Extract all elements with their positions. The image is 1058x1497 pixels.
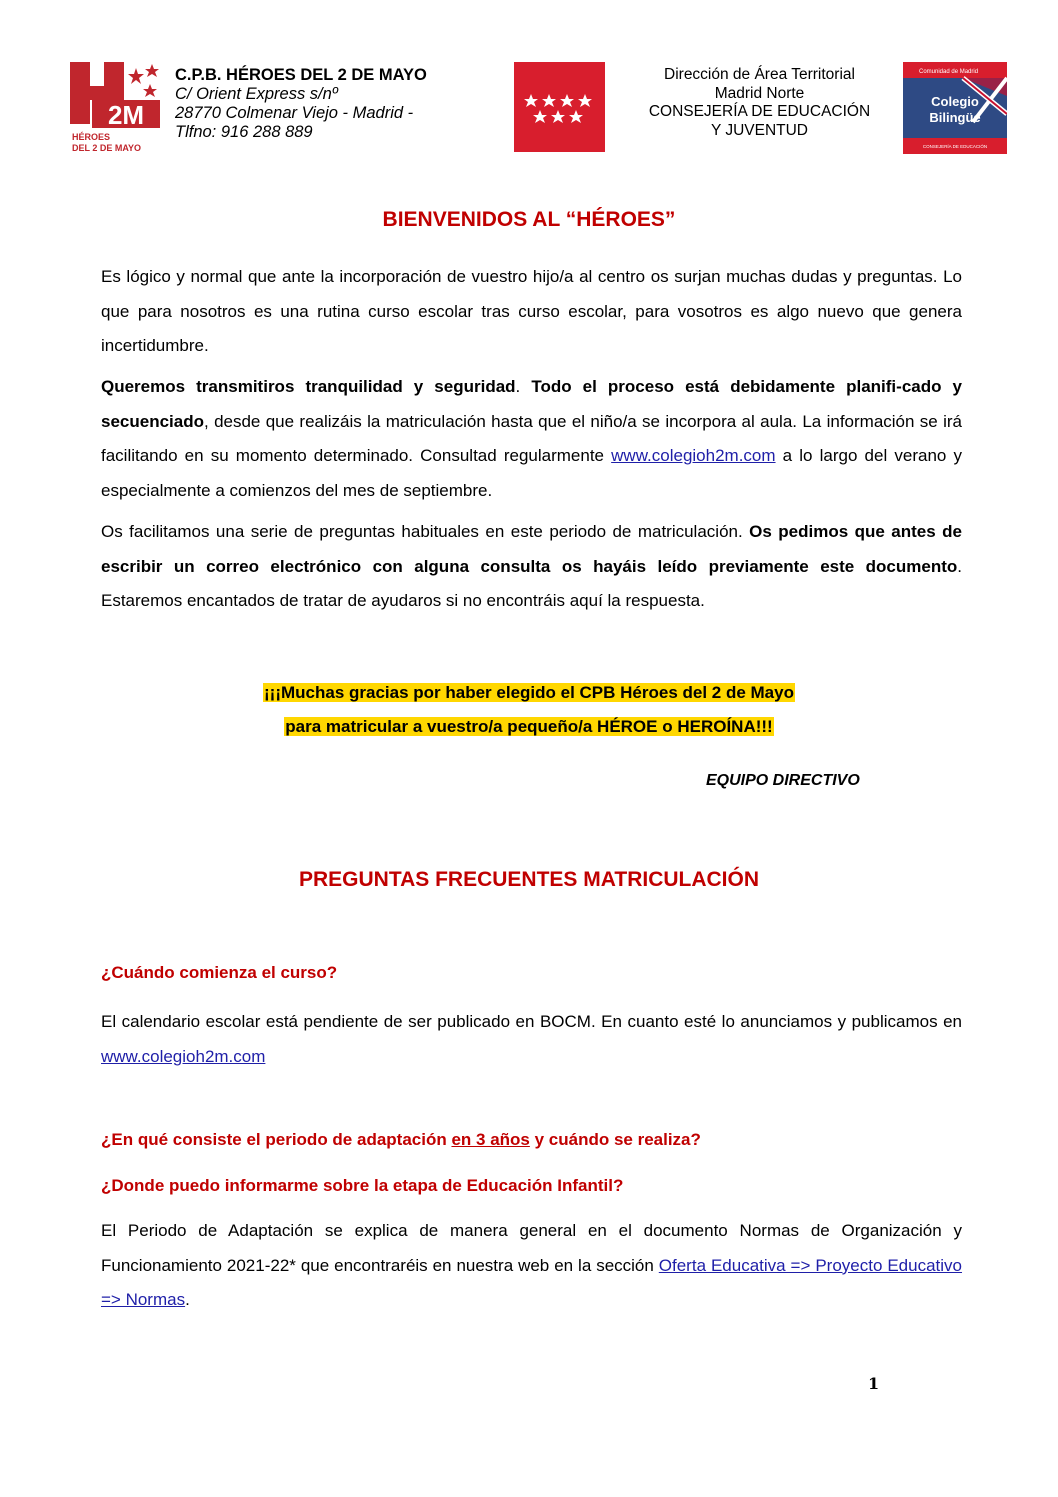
faq-answer-1 [101, 1005, 962, 1074]
page-number: 1 [868, 1374, 880, 1393]
bilingue-top-text: Comunidad de Madrid [919, 69, 979, 75]
dat-line-2: Madrid Norte [714, 84, 805, 102]
dat-line-3: CONSEJERÍA DE EDUCACIÓN [648, 103, 871, 120]
p2-text-2: , desde que realizáis la matriculación hasta que el niño/a se incorpora al aula. La información se irá facilitando en su momento determinado. Consultad regularmente [101, 411, 962, 466]
welcome-paragraph-3 [101, 515, 962, 619]
logo-caption-2: DEL 2 DE MAYO [72, 143, 142, 153]
address-line-2: 28770 Colmenar Viejo - Madrid - [175, 104, 414, 122]
logo-caption-1: HÉROES [72, 132, 111, 142]
q2-part-1: ¿En qué consiste el periodo de adaptación [101, 1130, 452, 1149]
q2-part-2: en 3 años [451, 1130, 530, 1149]
p2-bold-2: Todo el proceso está debidamente planifi-cado y secuenciado [101, 377, 963, 431]
thanks-line-1: ¡¡¡Muchas gracias por haber elegido el CPB Héroes del 2 de Mayo [264, 683, 794, 702]
p2-bold-1: Queremos transmitiros tranquilidad y seguridad [101, 377, 516, 396]
dat-line-1: Dirección de Área Territorial [664, 66, 855, 83]
svg-text:2M: 2M [107, 100, 145, 130]
p2-text-1: . [515, 377, 532, 396]
school-name: C.P.B. HÉROES DEL 2 DE MAYO [175, 66, 427, 84]
phone: Tlfno: 916 288 889 [175, 123, 313, 141]
faq-question-3: ¿Donde puedo informarme sobre la etapa de Educación Infantil? [101, 1176, 624, 1195]
signature: EQUIPO DIRECTIVO [706, 772, 860, 789]
bilingue-bottom-text: CONSEJERÍA DE EDUCACIÓN [922, 144, 988, 149]
website-link[interactable]: www.colegioh2m.com [611, 446, 776, 466]
thanks-line-2: para matricular a vuestro/a pequeño/a HÉROE o HEROÍNA!!! [285, 717, 773, 736]
dat-line-4: Y JUVENTUD [710, 121, 809, 139]
faq-answer-3 [101, 1214, 962, 1318]
a1-text: El calendario escolar está pendiente de ser publicado en BOCM. En cuanto esté lo anunciamos y publicamos en [101, 1012, 962, 1031]
address-line-1: C/ Orient Express s/nº [175, 85, 338, 103]
welcome-paragraph-1: Es lógico y normal que ante la incorporación de vuestro hijo/a al centro os surjan muchas dudas y preguntas. Lo que para nosotros es una rutina curso escolar tras curso escolar, para vosotros es algo nuevo que genera incertidumbre. [101, 267, 962, 356]
faq-title: PREGUNTAS FRECUENTES MATRICULACIÓN [298, 868, 760, 891]
h2m-logo-icon [70, 62, 170, 154]
normas-link[interactable]: Oferta Educativa => Proyecto Educativo => Normas [101, 1255, 963, 1310]
bilingue-line-2: Bilingüe [929, 110, 981, 125]
faq-question-2 [101, 1130, 701, 1150]
a3-text-1: El Periodo de Adaptación se explica de manera general en el documento Normas de Organización y Funcionamiento 2021-22* que encontraréis en nuestra web en la sección [101, 1221, 962, 1275]
school-logo [70, 62, 170, 154]
faq-question-1: ¿Cuándo comienza el curso? [101, 963, 338, 982]
bilingue-badge-icon [903, 62, 1007, 154]
welcome-paragraph-2 [101, 370, 962, 508]
website-link-2[interactable]: www.colegioh2m.com [101, 1046, 266, 1066]
p3-text-1: Os facilitamos una serie de preguntas habituales en este periodo de matriculación. [101, 522, 750, 541]
p2-text-3: a lo largo del verano y especialmente a comienzos del mes de septiembre. [101, 446, 962, 500]
thanks-message [0, 676, 1058, 744]
bilingue-line-1: Colegio [931, 94, 979, 109]
a3-text-2: . [185, 1290, 190, 1310]
welcome-title: BIENVENIDOS AL “HÉROES” [382, 208, 676, 231]
school-info [175, 66, 505, 142]
p3-text-2: . Estaremos encantados de tratar de ayudaros si no encontráis aquí la respuesta. [101, 556, 962, 611]
colegio-bilingue-logo [903, 62, 1007, 154]
p3-bold-1: Os pedimos que antes de escribir un correo electrónico con alguna consulta os hayáis leído previamente este documento [101, 522, 962, 576]
q2-part-3: y cuándo se realiza? [529, 1130, 701, 1149]
madrid-flag-logo [514, 62, 605, 152]
dat-info [612, 66, 907, 140]
stars-icon [514, 62, 605, 152]
